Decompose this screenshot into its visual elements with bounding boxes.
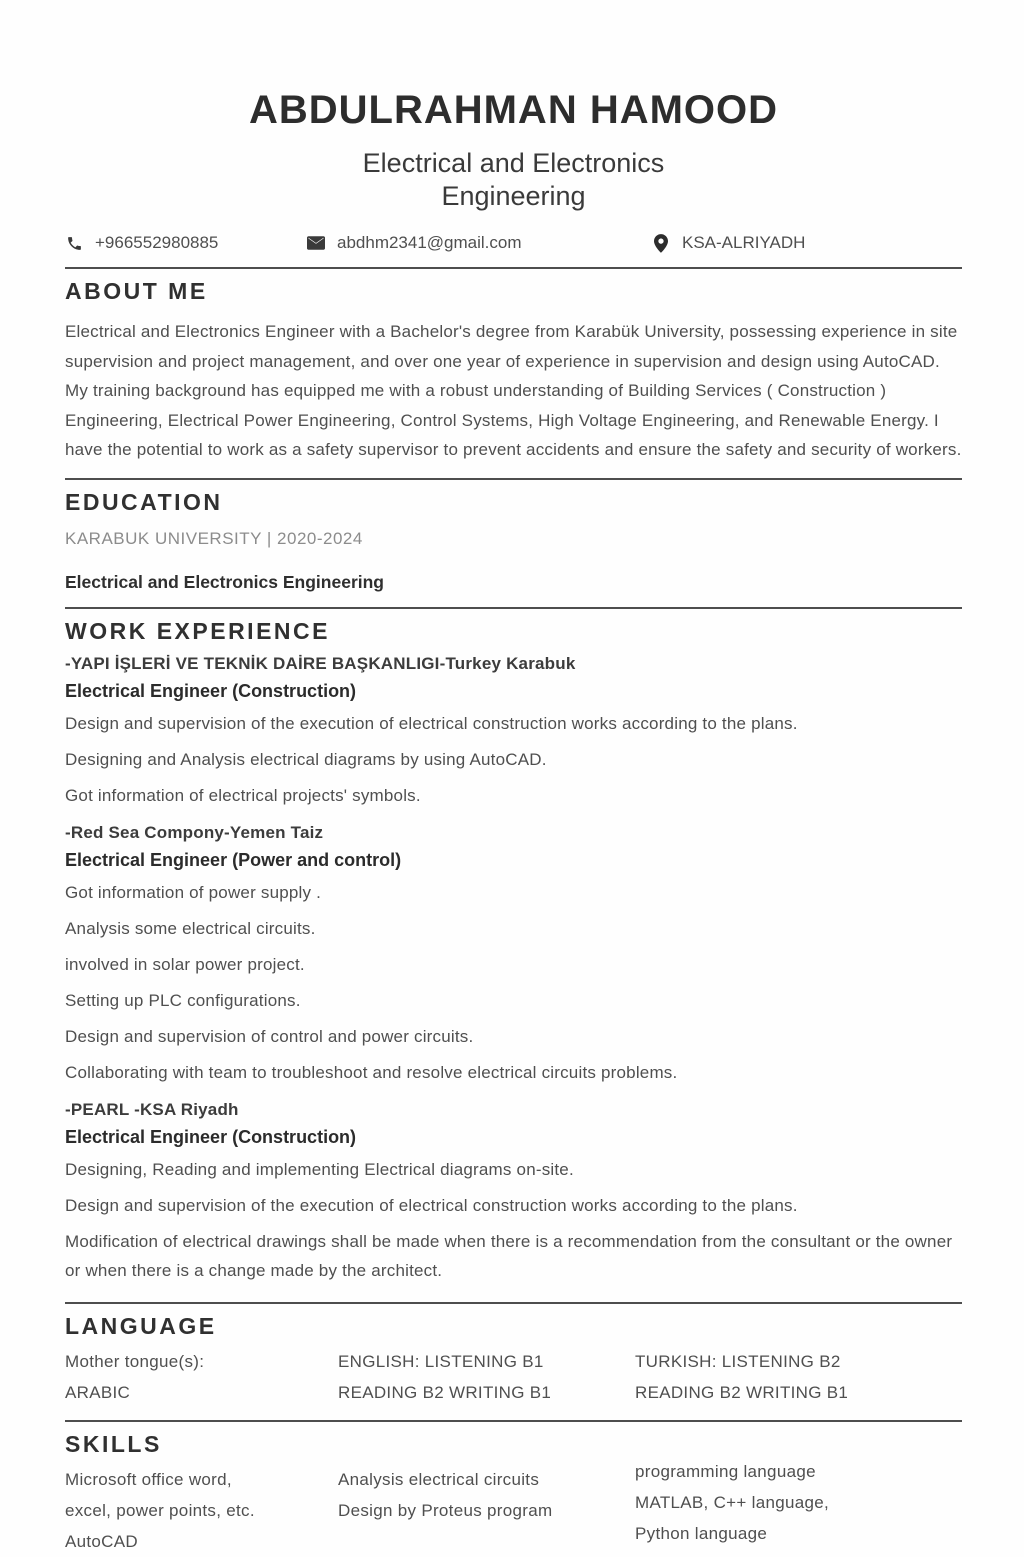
person-title-line1: Electrical and Electronics	[362, 148, 665, 178]
job-bullet: Got information of power supply .	[65, 882, 322, 902]
language-section	[65, 1313, 962, 1420]
contact-location-text: KSA-ALRIYADH	[682, 233, 806, 252]
phone-icon	[65, 235, 83, 252]
language-line: READING B2 WRITING B1	[338, 1382, 552, 1402]
language-col-native	[65, 1346, 338, 1408]
location-pin-icon	[652, 234, 670, 253]
skills-col-software	[65, 1464, 338, 1557]
language-columns	[65, 1346, 962, 1408]
education-degree: Electrical and Electronics Engineering	[65, 571, 384, 592]
job-bullet: Designing, Reading and implementing Electrical diagrams on-site.	[65, 1159, 574, 1179]
skills-col-programming	[635, 1456, 962, 1557]
job-company: -Red Sea Compony-Yemen Taiz	[65, 822, 324, 842]
skill-line: Analysis electrical circuits	[338, 1469, 540, 1489]
skills-section	[65, 1431, 962, 1557]
job-entry	[65, 1100, 962, 1285]
contact-phone	[65, 233, 307, 253]
job-bullet: Collaborating with team to troubleshoot and resolve electrical circuits problems.	[65, 1062, 678, 1082]
job-role: Electrical Engineer (Power and control)	[65, 849, 402, 870]
job-entry	[65, 823, 962, 1087]
skills-columns	[65, 1461, 962, 1557]
skills-col-electrical	[338, 1464, 635, 1557]
job-bullet: Design and supervision of control and power circuits.	[65, 1026, 474, 1046]
person-name: ABDULRAHMAN HAMOOD	[248, 88, 779, 132]
job-bullet: Design and supervision of the execution of electrical construction works according to the plans.	[65, 713, 798, 733]
section-heading-skills: SKILLS	[65, 1430, 162, 1457]
mail-icon	[307, 236, 325, 250]
job-bullet: involved in solar power project.	[65, 954, 305, 974]
job-bullet: Design and supervision of the execution of electrical construction works according to the plans.	[65, 1195, 798, 1215]
language-line: READING B2 WRITING B1	[635, 1382, 849, 1402]
skill-line: excel, power points, etc.	[65, 1500, 255, 1520]
language-line: Mother tongue(s):	[65, 1351, 205, 1371]
divider-about	[65, 478, 962, 480]
job-role: Electrical Engineer (Construction)	[65, 680, 357, 701]
contact-location	[652, 233, 805, 253]
divider-education	[65, 607, 962, 609]
job-bullet: Modification of electrical drawings shall be made when there is a recommendation from the consultant or the owner or when there is a change made by the architect.	[65, 1231, 953, 1280]
resume-page	[65, 0, 962, 1557]
job-bullet: Got information of electrical projects' symbols.	[65, 785, 421, 805]
skill-line: Python language	[635, 1523, 768, 1543]
person-title	[65, 147, 962, 213]
contact-phone-text: +966552980885	[95, 233, 219, 252]
skill-line: MATLAB, C++ language,	[635, 1492, 830, 1512]
skill-line: Microsoft office word,	[65, 1469, 232, 1489]
contact-email	[307, 233, 652, 253]
about-text: Electrical and Electronics Engineer with a Bachelor's degree from Karabük University, possessing experience in site supervision and project management, and over one year of experience in supervision and design using AutoCAD. My training background has equipped me with a robust understanding of Building Services ( Construction ) Engineering, Electrical Power Engineering, Control Systems, High Voltage Engineering, and Renewable Energy. I have the potential to work as a safety supervisor to prevent accidents and ensure the safety and security of workers.	[65, 322, 962, 459]
section-heading-about: ABOUT ME	[65, 278, 208, 304]
section-heading-language: LANGUAGE	[65, 1312, 217, 1339]
language-line: ARABIC	[65, 1382, 131, 1402]
education-school: KARABUK UNIVERSITY | 2020-2024	[65, 528, 363, 548]
job-bullet: Setting up PLC configurations.	[65, 990, 301, 1010]
section-heading-work: WORK EXPERIENCE	[65, 617, 330, 644]
job-entry	[65, 654, 962, 810]
skill-line: programming language	[635, 1461, 816, 1481]
language-col-turkish	[635, 1346, 962, 1408]
job-bullet: Analysis some electrical circuits.	[65, 918, 316, 938]
contact-email-text: abdhm2341@gmail.com	[337, 233, 522, 252]
divider-header	[65, 267, 962, 269]
job-role: Electrical Engineer (Construction)	[65, 1126, 357, 1147]
contact-row	[65, 233, 962, 253]
language-line: ENGLISH: LISTENING B1	[338, 1351, 544, 1371]
divider-work	[65, 1302, 962, 1304]
language-col-english	[338, 1346, 635, 1408]
job-company: -PEARL -KSA Riyadh	[65, 1099, 239, 1119]
language-line: TURKISH: LISTENING B2	[635, 1351, 841, 1371]
section-heading-education: EDUCATION	[65, 488, 223, 515]
skill-line: AutoCAD	[65, 1531, 138, 1551]
job-bullet: Designing and Analysis electrical diagrams by using AutoCAD.	[65, 749, 547, 769]
job-company: -YAPI İŞLERİ VE TEKNİK DAİRE BAŞKANLIGI-Turkey Karabuk	[65, 653, 576, 673]
divider-language	[65, 1420, 962, 1422]
person-title-line2: Engineering	[441, 181, 586, 211]
skill-line: Design by Proteus program	[338, 1500, 553, 1520]
